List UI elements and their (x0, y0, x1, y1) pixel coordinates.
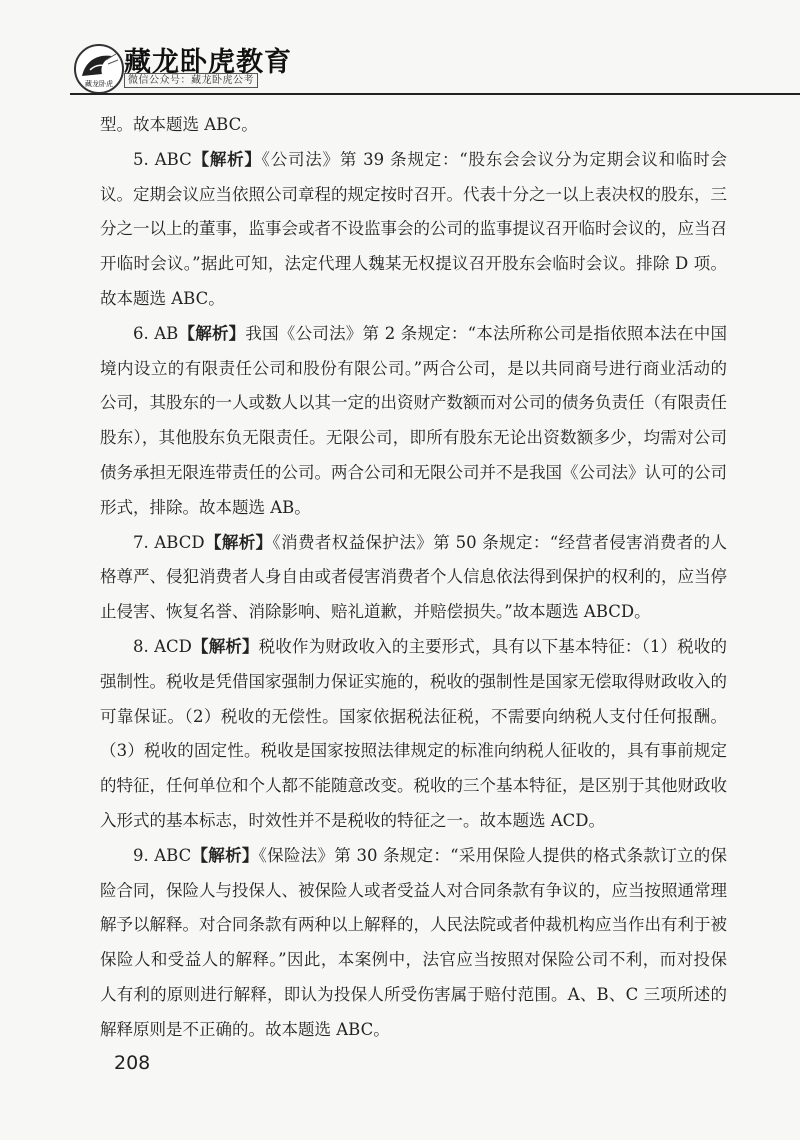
intro-line: 型。故本题选 ABC。 (100, 115, 258, 134)
brand-logo (74, 44, 124, 94)
analysis-text: 《保险法》第 30 条规定：“采用保险人提供的格式条款订立的保险合同，保险人与投保人、被保险人或者受益人对合同条款有争议的，应当按照通常理解予以解释。对合同条款有两种以上解释的，人民法院或者仲裁机构应当作出有利于被保险人和受益人的解释。”因此，本案例中，法官应当按照对保险公司不利，而对投保人有利的原则进行解释，即认为投保人所受伤害属于赔付范围。A、B、C 三项所述的解释原则是不正确的。故本题选 ABC。 (100, 845, 728, 1039)
brand-title: 藏龙卧虎教育 (124, 47, 292, 78)
answer-item-8 (100, 630, 727, 839)
analysis-tag: 【解析】 (191, 149, 262, 169)
analysis-tag: 【解析】 (204, 532, 273, 552)
analysis-tag: 【解析】 (178, 323, 246, 343)
answer-key: 7. ABCD (133, 532, 205, 552)
answer-key: 6. AB (133, 323, 179, 343)
analysis-text: 我国《公司法》第 2 条规定：“本法所称公司是指依照本法在中国境内设立的有限责任公司和股份有限公司。”两合公司，是以共同商号进行商业活动的公司，其股东的一人或数人以其一定的出资财产数额而对公司的债务负责任（有限责任股东），其他股东负无限责任。无限公司，即所有股东无论出资数额多少，均需对公司债务承担无限连带责任的公司。两合公司和无限公司并不是我国《公司法》认可的公司形式，排除。故本题选 AB。 (100, 323, 727, 517)
answer-key: 5. ABC (133, 149, 192, 169)
analysis-text: 《公司法》第 39 条规定：“股东会会议分为定期会议和临时会议。定期会议应当依照公司章程的规定按时召开。代表十分之一以上表决权的股东，三分之一以上的董事，监事会或者不设监事会的公司的监事提议召开临时会议的，应当召开临时会议。”据此可知，法定代理人魏某无权提议召开股东会临时会议。排除 D 项。故本题选 ABC。 (100, 149, 728, 308)
header-divider (70, 93, 800, 95)
analysis-text: 《消费者权益保护法》第 50 条规定：“经营者侵害消费者的人格尊严、侵犯消费者人身自由或者侵害消费者个人信息依法得到保护的权利的，应当停止侵害、恢复名誉、消除影响、赔礼道歉，并赔偿损失。”故本题选 ABCD。 (100, 532, 728, 622)
answer-key: 8. ACD (133, 636, 192, 656)
answer-item-7 (100, 526, 727, 630)
logo-caption: 藏龙卧虎 (85, 80, 113, 88)
answer-explanations (100, 108, 727, 1048)
answer-item-6 (100, 317, 727, 526)
answer-item-5 (100, 143, 727, 317)
answer-item-9 (100, 839, 727, 1048)
page-header (0, 0, 800, 94)
analysis-tag: 【解析】 (191, 636, 259, 656)
analysis-tag: 【解析】 (191, 845, 259, 865)
analysis-text: 税收作为财政收入的主要形式，具有以下基本特征：（1）税收的强制性。税收是凭借国家强制力保证实施的，税收的强制性是国家无偿取得财政收入的可靠保证。（2）税收的无偿性。国家依据税法征税，不需要向纳税人支付任何报酬。（3）税收的固定性。税收是国家按照法律规定的标准向纳税人征收的，具有事前规定的特征，任何单位和个人都不能随意改变。税收的三个基本特征，是区别于其他财政收入形式的基本标志，时效性并不是税收的特征之一。故本题选 ACD。 (100, 636, 727, 830)
page-number: 208 (114, 1052, 151, 1074)
brand-subtitle: 微信公众号：藏龙卧虎公考 (124, 73, 258, 88)
answer-key: 9. ABC (133, 845, 192, 865)
